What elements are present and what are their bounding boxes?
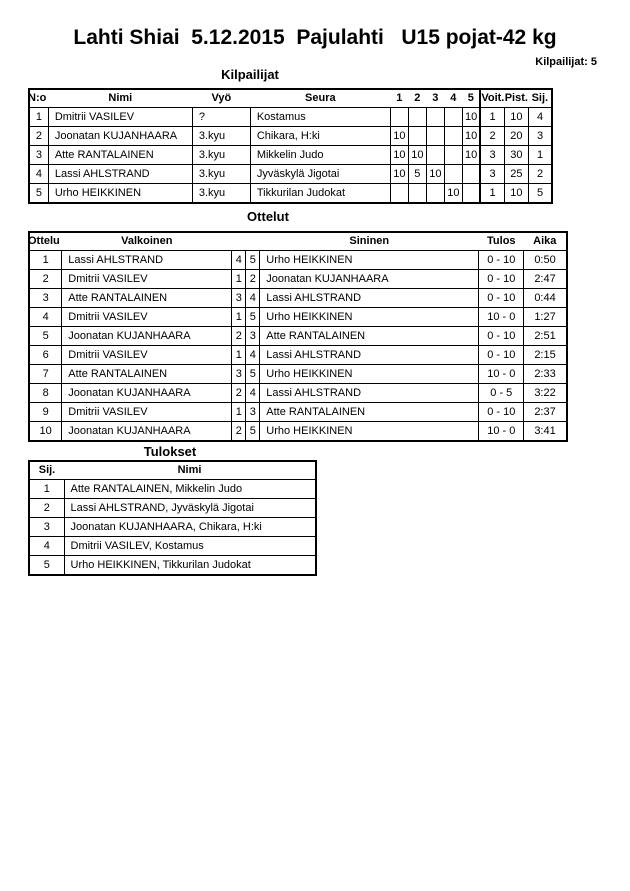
- match-number: 3: [29, 289, 62, 308]
- blue-player-number: 2: [246, 270, 260, 289]
- white-player-number: 1: [232, 308, 246, 327]
- table-row: [29, 499, 316, 518]
- score-cell: 10: [426, 165, 444, 184]
- score-cell: [408, 108, 426, 127]
- white-player: Joonatan KUJANHAARA: [62, 384, 232, 403]
- white-player-number: 1: [232, 403, 246, 422]
- white-player: Dmitrii VASILEV: [62, 403, 232, 422]
- match-time: 2:47: [524, 270, 567, 289]
- white-player-number: 2: [232, 422, 246, 442]
- white-player-number: 2: [232, 327, 246, 346]
- blue-player-number: 4: [246, 384, 260, 403]
- competitor-points: 20: [504, 127, 528, 146]
- match-number: 9: [29, 403, 62, 422]
- match-number: 6: [29, 346, 62, 365]
- table-row: [29, 146, 552, 165]
- white-player-number: 4: [232, 251, 246, 270]
- result-name: Dmitrii VASILEV, Kostamus: [64, 537, 316, 556]
- white-player-number: 1: [232, 270, 246, 289]
- match-time: 3:22: [524, 384, 567, 403]
- table-row: [29, 127, 552, 146]
- score-cell: [462, 184, 480, 204]
- white-player-number: 2: [232, 384, 246, 403]
- match-result: 0 - 10: [479, 346, 524, 365]
- matches-table: [28, 231, 568, 442]
- competitor-wins: 3: [480, 165, 504, 184]
- competitor-number: 1: [29, 108, 48, 127]
- blue-player-number: 5: [246, 251, 260, 270]
- col-header-time: Aika: [524, 232, 567, 251]
- match-result: 10 - 0: [479, 422, 524, 442]
- col-header-place: Sij.: [528, 89, 552, 108]
- col-header-white-no: [232, 232, 246, 251]
- competitor-points: 25: [504, 165, 528, 184]
- score-cell: [408, 184, 426, 204]
- match-number: 5: [29, 327, 62, 346]
- match-result: 0 - 10: [479, 270, 524, 289]
- blue-player-number: 4: [246, 289, 260, 308]
- score-cell: [426, 146, 444, 165]
- table-row: [29, 346, 567, 365]
- blue-player: Urho HEIKKINEN: [260, 251, 479, 270]
- result-name: Joonatan KUJANHAARA, Chikara, H:ki: [64, 518, 316, 537]
- col-header-name: Nimi: [64, 461, 316, 480]
- white-player-number: 3: [232, 365, 246, 384]
- competitor-place: 2: [528, 165, 552, 184]
- match-time: 2:51: [524, 327, 567, 346]
- col-header-blue-no: [246, 232, 260, 251]
- match-result: 10 - 0: [479, 365, 524, 384]
- competitor-number: 3: [29, 146, 48, 165]
- blue-player: Lassi AHLSTRAND: [260, 346, 479, 365]
- competitor-place: 1: [528, 146, 552, 165]
- table-row: [29, 327, 567, 346]
- blue-player-number: 5: [246, 422, 260, 442]
- white-player-number: 3: [232, 289, 246, 308]
- score-cell: [426, 127, 444, 146]
- table-row: [29, 518, 316, 537]
- match-result: 0 - 10: [479, 403, 524, 422]
- table-row: [29, 556, 316, 576]
- competitor-wins: 3: [480, 146, 504, 165]
- blue-player-number: 5: [246, 308, 260, 327]
- table-header-row: [29, 89, 552, 108]
- white-player: Dmitrii VASILEV: [62, 346, 232, 365]
- table-header-row: [29, 461, 316, 480]
- score-cell: [444, 165, 462, 184]
- competitor-club: Jyväskylä Jigotai: [250, 165, 390, 184]
- competitors-table: [28, 88, 553, 204]
- result-name: Lassi AHLSTRAND, Jyväskylä Jigotai: [64, 499, 316, 518]
- table-row: [29, 289, 567, 308]
- score-cell: 10: [444, 184, 462, 204]
- white-player: Dmitrii VASILEV: [62, 270, 232, 289]
- competitor-club: Kostamus: [250, 108, 390, 127]
- result-name: Urho HEIKKINEN, Tikkurilan Judokat: [64, 556, 316, 576]
- blue-player-number: 3: [246, 403, 260, 422]
- score-cell: 10: [390, 127, 408, 146]
- match-result: 10 - 0: [479, 308, 524, 327]
- competitor-belt: 3.kyu: [192, 146, 250, 165]
- score-cell: 10: [462, 127, 480, 146]
- blue-player: Urho HEIKKINEN: [260, 308, 479, 327]
- blue-player: Urho HEIKKINEN: [260, 365, 479, 384]
- col-header-result: Tulos: [479, 232, 524, 251]
- col-header-wins: Voit.: [480, 89, 504, 108]
- table-row: [29, 270, 567, 289]
- competitor-place: 4: [528, 108, 552, 127]
- col-header-score-5: 5: [462, 89, 480, 108]
- match-result: 0 - 10: [479, 251, 524, 270]
- result-place: 1: [29, 480, 64, 499]
- match-number: 7: [29, 365, 62, 384]
- competitor-club: Tikkurilan Judokat: [250, 184, 390, 204]
- white-player: Joonatan KUJANHAARA: [62, 327, 232, 346]
- white-player: Lassi AHLSTRAND: [62, 251, 232, 270]
- col-header-score-4: 4: [444, 89, 462, 108]
- col-header-name: Nimi: [48, 89, 192, 108]
- match-result: 0 - 10: [479, 289, 524, 308]
- competitor-club: Mikkelin Judo: [250, 146, 390, 165]
- score-cell: 10: [390, 146, 408, 165]
- blue-player: Urho HEIKKINEN: [260, 422, 479, 442]
- col-header-white: Valkoinen: [62, 232, 232, 251]
- score-cell: 10: [390, 165, 408, 184]
- competitor-name: Joonatan KUJANHAARA: [48, 127, 192, 146]
- section-heading-tulokset: Tulokset: [143, 444, 197, 459]
- col-header-points: Pist.: [504, 89, 528, 108]
- competitor-wins: 1: [480, 108, 504, 127]
- results-table: [28, 460, 317, 576]
- section-heading-ottelut: Ottelut: [247, 209, 289, 224]
- result-name: Atte RANTALAINEN, Mikkelin Judo: [64, 480, 316, 499]
- blue-player: Lassi AHLSTRAND: [260, 289, 479, 308]
- table-row: [29, 251, 567, 270]
- match-number: 1: [29, 251, 62, 270]
- table-row: [29, 165, 552, 184]
- blue-player: Atte RANTALAINEN: [260, 327, 479, 346]
- score-cell: 10: [462, 146, 480, 165]
- table-row: [29, 422, 567, 442]
- competitor-points: 10: [504, 108, 528, 127]
- score-cell: [426, 184, 444, 204]
- table-row: [29, 365, 567, 384]
- page-title: Lahti Shiai 5.12.2015 Pajulahti U15 pojat-42 kg: [73, 26, 557, 49]
- col-header-match: Ottelu: [27, 232, 60, 251]
- col-header-belt: Vyö: [192, 89, 250, 108]
- white-player-number: 1: [232, 346, 246, 365]
- score-cell: [462, 165, 480, 184]
- blue-player: Joonatan KUJANHAARA: [260, 270, 479, 289]
- table-row: [29, 308, 567, 327]
- score-cell: [444, 127, 462, 146]
- result-place: 4: [29, 537, 64, 556]
- score-cell: 10: [408, 146, 426, 165]
- table-row: [29, 403, 567, 422]
- competitor-points: 10: [504, 184, 528, 204]
- score-cell: [444, 146, 462, 165]
- table-header-row: [29, 232, 567, 251]
- match-number: 10: [29, 422, 62, 442]
- competitor-club: Chikara, H:ki: [250, 127, 390, 146]
- col-header-score-3: 3: [426, 89, 444, 108]
- match-time: 2:15: [524, 346, 567, 365]
- match-number: 8: [29, 384, 62, 403]
- blue-player-number: 5: [246, 365, 260, 384]
- competitor-place: 3: [528, 127, 552, 146]
- col-header-blue: Sininen: [260, 232, 479, 251]
- match-time: 0:50: [524, 251, 567, 270]
- blue-player-number: 4: [246, 346, 260, 365]
- match-number: 4: [29, 308, 62, 327]
- blue-player: Atte RANTALAINEN: [260, 403, 479, 422]
- competitor-points: 30: [504, 146, 528, 165]
- competitor-name: Atte RANTALAINEN: [48, 146, 192, 165]
- white-player: Atte RANTALAINEN: [62, 289, 232, 308]
- white-player: Joonatan KUJANHAARA: [62, 422, 232, 442]
- competitor-belt: 3.kyu: [192, 127, 250, 146]
- table-row: [29, 184, 552, 204]
- competitor-place: 5: [528, 184, 552, 204]
- score-cell: [444, 108, 462, 127]
- col-header-place: Sij.: [29, 461, 64, 480]
- competitor-belt: ?: [192, 108, 250, 127]
- match-time: 0:44: [524, 289, 567, 308]
- score-cell: 5: [408, 165, 426, 184]
- col-header-score-1: 1: [390, 89, 408, 108]
- competitor-number: 5: [29, 184, 48, 204]
- competitor-belt: 3.kyu: [192, 165, 250, 184]
- competitors-count-label: Kilpailijat: 5: [535, 56, 597, 68]
- col-header-score-2: 2: [408, 89, 426, 108]
- match-number: 2: [29, 270, 62, 289]
- match-result: 0 - 5: [479, 384, 524, 403]
- competitor-wins: 1: [480, 184, 504, 204]
- white-player: Dmitrii VASILEV: [62, 308, 232, 327]
- table-row: [29, 537, 316, 556]
- match-time: 1:27: [524, 308, 567, 327]
- competitor-name: Urho HEIKKINEN: [48, 184, 192, 204]
- result-place: 5: [29, 556, 64, 576]
- table-row: [29, 384, 567, 403]
- white-player: Atte RANTALAINEN: [62, 365, 232, 384]
- score-cell: 10: [462, 108, 480, 127]
- col-header-club: Seura: [250, 89, 390, 108]
- score-cell: [408, 127, 426, 146]
- competitor-wins: 2: [480, 127, 504, 146]
- section-heading-kilpailijat: Kilpailijat: [221, 67, 279, 82]
- competitor-number: 4: [29, 165, 48, 184]
- competitor-name: Lassi AHLSTRAND: [48, 165, 192, 184]
- competitor-number: 2: [29, 127, 48, 146]
- score-cell: [426, 108, 444, 127]
- match-time: 2:33: [524, 365, 567, 384]
- table-row: [29, 480, 316, 499]
- competitor-belt: 3.kyu: [192, 184, 250, 204]
- match-time: 3:41: [524, 422, 567, 442]
- blue-player: Lassi AHLSTRAND: [260, 384, 479, 403]
- score-cell: [390, 184, 408, 204]
- result-place: 3: [29, 518, 64, 537]
- match-time: 2:37: [524, 403, 567, 422]
- table-row: [29, 108, 552, 127]
- col-header-no: N:o: [27, 89, 46, 108]
- result-place: 2: [29, 499, 64, 518]
- score-cell: [390, 108, 408, 127]
- match-result: 0 - 10: [479, 327, 524, 346]
- blue-player-number: 3: [246, 327, 260, 346]
- competitor-name: Dmitrii VASILEV: [48, 108, 192, 127]
